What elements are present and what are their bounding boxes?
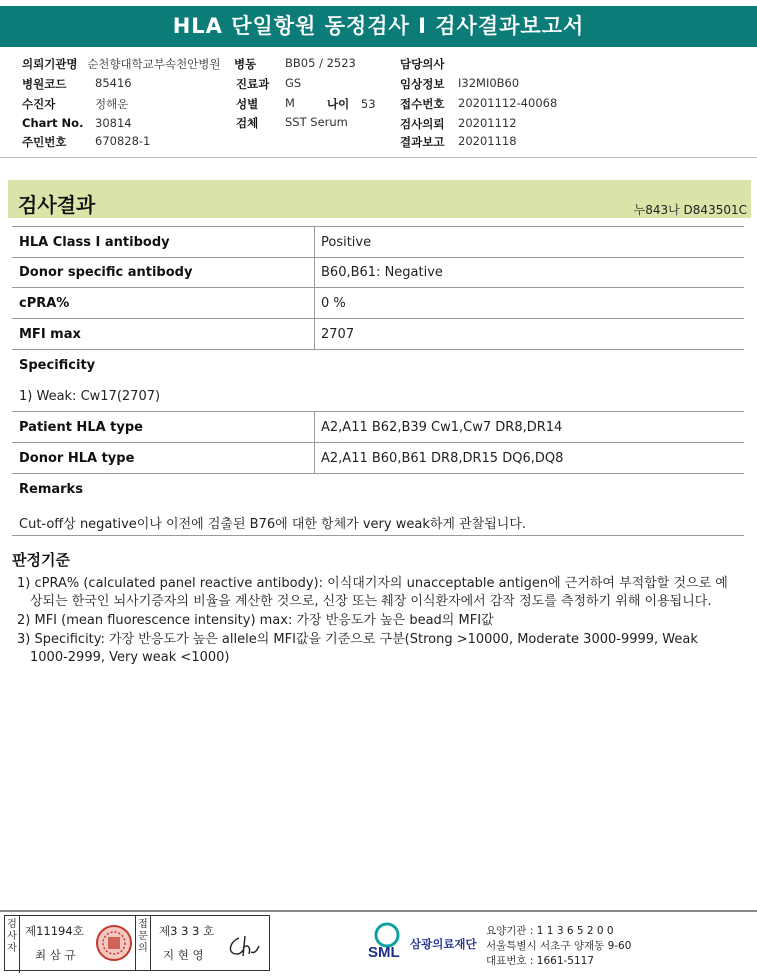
donor-hla-row — [12, 443, 744, 474]
cell-divider — [314, 227, 315, 257]
header-divider — [0, 157, 757, 158]
result-label: MFI max — [19, 327, 81, 342]
specialist-name: 지 현 영 — [163, 948, 204, 962]
report-date-field: 결과보고 20201118 — [400, 134, 517, 149]
sml-logo-name: 삼광의료재단 — [410, 937, 477, 951]
sex-field: 성별 M — [236, 96, 295, 111]
criteria-title: 판정기준 — [12, 551, 70, 569]
signature-icon — [225, 934, 263, 960]
row-divider — [12, 535, 744, 536]
request-date-field: 검사의뢰 20201112 — [400, 116, 517, 131]
chart-no-field: Chart No. 30814 — [22, 116, 132, 130]
specialist-role-label: 접문의 — [138, 919, 148, 954]
signature-box — [4, 915, 270, 971]
examiner-license-no: 제11194호 — [25, 924, 84, 938]
result-value: 0 % — [321, 296, 346, 311]
specificity-text: 1) Weak: Cw17(2707) — [19, 389, 161, 404]
specialist-role-cell — [135, 916, 151, 970]
resident-no-field: 주민번호 670828-1 — [22, 134, 151, 149]
seal-icon — [95, 924, 133, 962]
sml-logo — [366, 921, 408, 966]
remarks-text: Cut-off상 negative이나 이전에 검출된 B76에 대한 항체가 very weak하게 관찰됩니다. — [19, 517, 527, 532]
result-row — [12, 319, 744, 350]
cell-divider — [314, 257, 315, 287]
criteria-item: 3) Specificity: 가장 반응도가 높은 allele의 MFI값을 기준으로 구분(Strong >10000, Moderate 3000-9999, Weak 1000-2999, Very weak <1000) — [17, 632, 698, 665]
patient-hla-row — [12, 412, 744, 443]
examiner-role-label: 검사자 — [5, 916, 20, 973]
result-row — [12, 257, 744, 288]
cell-divider — [314, 412, 315, 442]
remarks-label: Remarks — [19, 482, 83, 497]
hla-label: Donor HLA type — [19, 451, 135, 466]
result-label: cPRA% — [19, 296, 70, 311]
receipt-no-field: 접수번호 20201112-40068 — [400, 96, 558, 111]
result-row — [12, 288, 744, 319]
result-value: 2707 — [321, 327, 355, 342]
phone: 대표번호 : 1661-5117 — [486, 955, 595, 967]
patient-name-field: 수진자 정해운 — [22, 97, 129, 111]
age-field: 나이 53 — [327, 97, 376, 111]
result-label: Donor specific antibody — [19, 265, 193, 280]
results-section-title: 검사결과 — [18, 193, 96, 217]
cell-divider — [314, 288, 315, 318]
cell-divider — [314, 443, 315, 473]
results-section-code: 누843나 D843501C — [633, 203, 747, 217]
criteria-item: 2) MFI (mean fluorescence intensity) max: 가장 반응도가 높은 bead의 MFI값 — [17, 613, 494, 628]
facility-code: 요양기관 : 1 1 3 6 5 2 0 0 — [486, 925, 614, 937]
doctor-field: 담당의사 — [400, 57, 445, 71]
address: 서울특별시 서초구 양재동 9-60 — [486, 940, 632, 952]
ward-field: 병동 BB05 / 2523 — [234, 56, 356, 71]
result-value: Positive — [321, 235, 372, 250]
examiner-name: 최 삼 규 — [35, 948, 76, 962]
clinical-info-field: 임상정보 I32MI0B60 — [400, 76, 520, 91]
specimen-field: 검체 SST Serum — [236, 115, 348, 130]
department-field: 진료과 GS — [236, 76, 302, 91]
specialist-license-no: 제3 3 3 호 — [159, 924, 215, 938]
hospital-code-field: 병원코드 85416 — [22, 76, 132, 91]
cell-divider — [314, 319, 315, 349]
footer-divider — [0, 910, 757, 912]
result-value: B60,B61: Negative — [321, 265, 443, 280]
hla-value: A2,A11 B62,B39 Cw1,Cw7 DR8,DR14 — [321, 420, 563, 435]
hla-label: Patient HLA type — [19, 420, 143, 435]
sml-logo-mark: SML — [368, 944, 400, 961]
sml-logo-icon — [366, 921, 408, 963]
criteria-list — [17, 575, 739, 668]
hla-value: A2,A11 B60,B61 DR8,DR15 DQ6,DQ8 — [321, 451, 564, 466]
specificity-label: Specificity — [19, 358, 96, 373]
hospital-name-field: 의뢰기관명 순천향대학교부속천안병원 — [22, 57, 221, 71]
report-title: HLA 단일항원 동정검사 I 검사결과보고서 — [0, 6, 757, 47]
result-row — [12, 226, 744, 258]
criteria-item: 1) cPRA% (calculated panel reactive antibody): 이식대기자의 unacceptable antigen에 근거하여 부적합할 것으로 예상되는 한국인 뇌사기증자의 비율을 계산한 것으로, 신장 또는 췌장 이식환자에서 감작 정도를 측정하기 위해 이용됩니다. — [17, 576, 728, 609]
result-label: HLA Class Ⅰ antibody — [19, 235, 170, 250]
